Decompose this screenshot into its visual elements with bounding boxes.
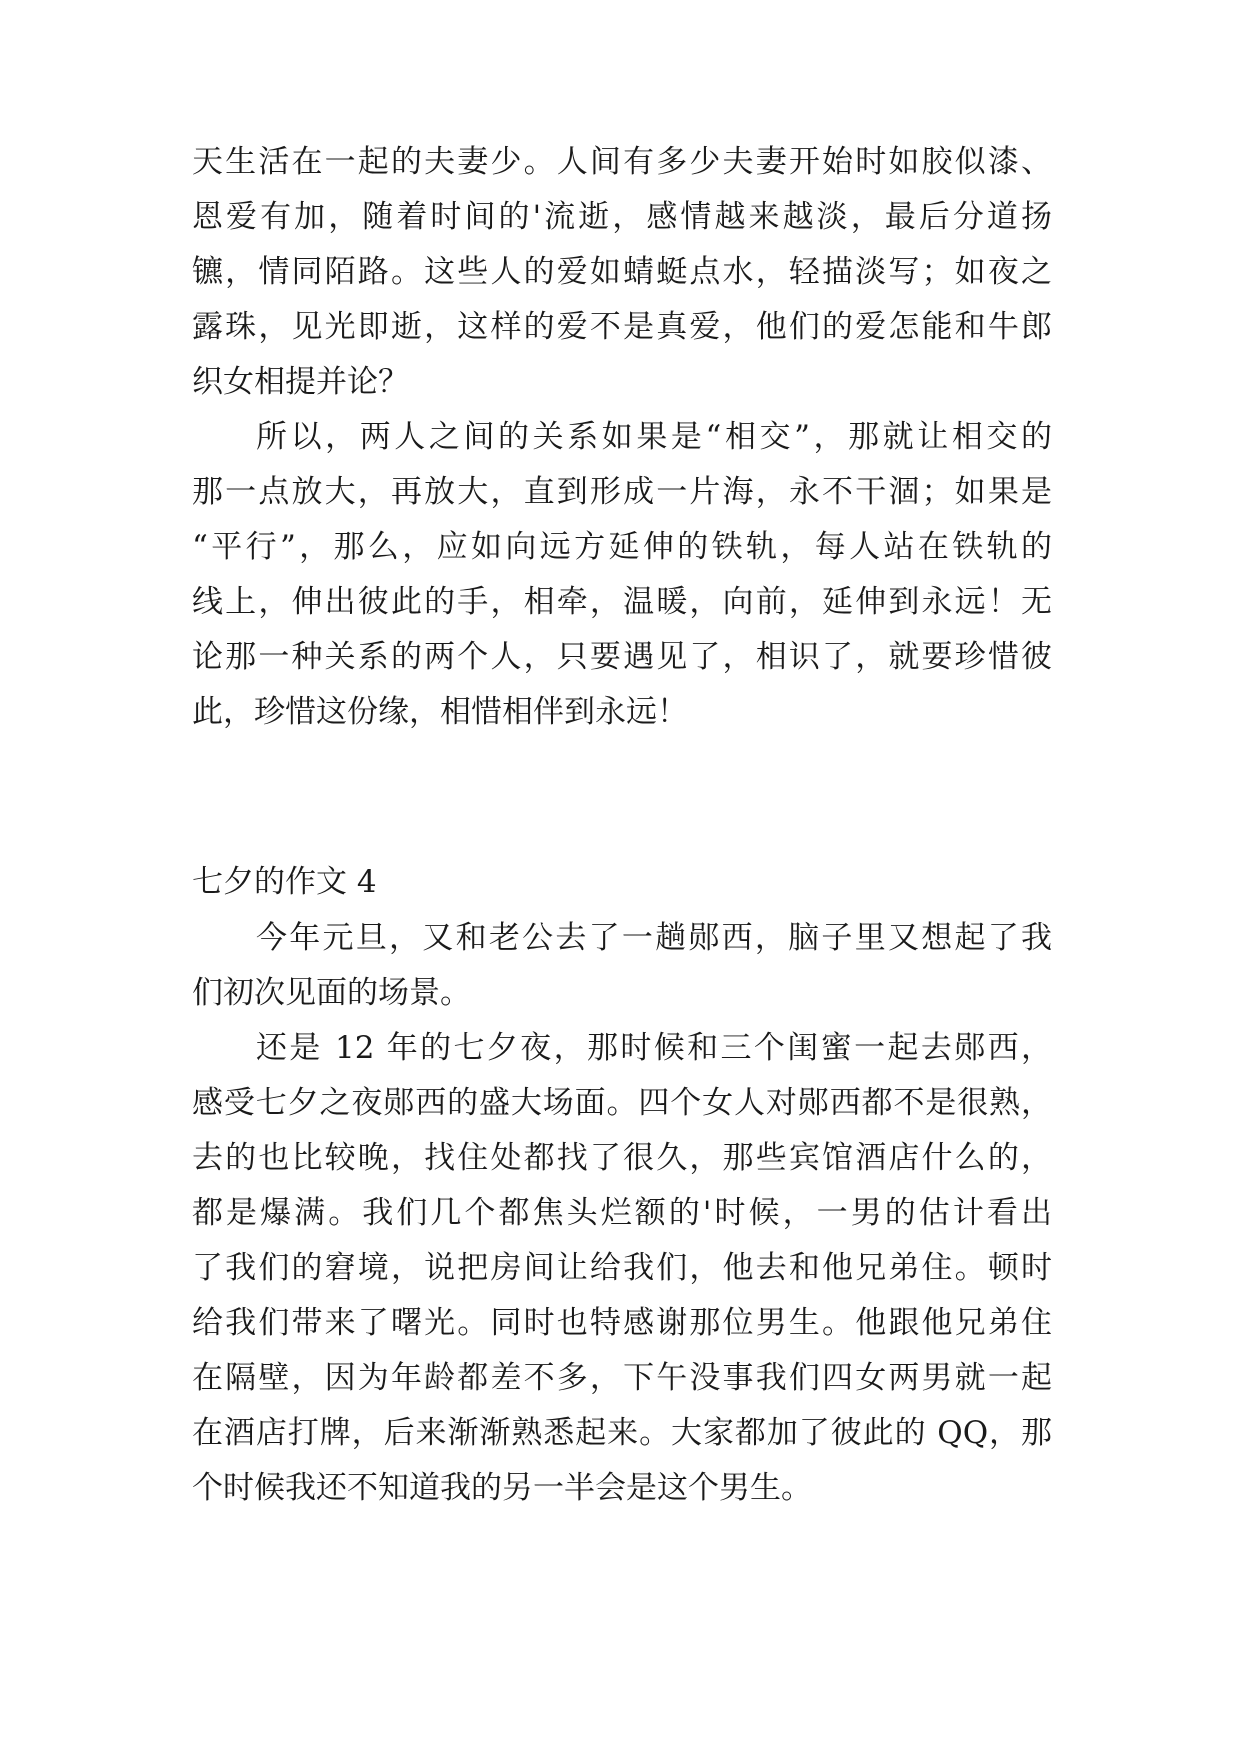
paragraph-1-line-2: 恩爱有加，随着时间的'流逝，感情越来越淡，最后分道扬	[192, 199, 1052, 235]
paragraph-4-line-6: 给我们带来了曙光。同时也特感谢那位男生。他跟他兄弟住	[192, 1305, 1052, 1341]
paragraph-3-line-1: 今年元旦，又和老公去了一趟郧西，脑子里又想起了我	[256, 920, 1052, 956]
paragraph-4-line-4: 都是爆满。我们几个都焦头烂额的'时候，一男的估计看出	[192, 1195, 1052, 1231]
paragraph-1-line-3: 镳，情同陌路。这些人的爱如蜻蜓点水，轻描淡写；如夜之	[192, 254, 1052, 290]
paragraph-2-line-3: “平行”，那么，应如向远方延伸的铁轨，每人站在铁轨的	[192, 529, 1052, 565]
paragraph-2-line-4: 线上，伸出彼此的手，相牵，温暖，向前，延伸到永远！无	[192, 584, 1052, 620]
paragraph-3-line-2: 们初次见面的场景。	[192, 975, 471, 1011]
paragraph-1-line-4: 露珠，见光即逝，这样的爱不是真爱，他们的爱怎能和牛郎	[192, 309, 1052, 345]
paragraph-4-line-1: 还是 12 年的七夕夜，那时候和三个闺蜜一起去郧西，	[256, 1030, 1052, 1066]
paragraph-1-line-5: 织女相提并论？	[192, 364, 409, 400]
paragraph-2-line-6: 此，珍惜这份缘，相惜相伴到永远！	[192, 694, 688, 730]
paragraph-4-line-3: 去的也比较晚，找住处都找了很久，那些宾馆酒店什么的，	[192, 1140, 1052, 1176]
paragraph-4-line-5: 了我们的窘境，说把房间让给我们，他去和他兄弟住。顿时	[192, 1250, 1052, 1286]
paragraph-2-line-1: 所以，两人之间的关系如果是“相交”，那就让相交的	[256, 419, 1052, 455]
paragraph-4-line-9: 个时候我还不知道我的另一半会是这个男生。	[192, 1470, 812, 1506]
paragraph-4-line-2: 感受七夕之夜郧西的盛大场面。四个女人对郧西都不是很熟，	[192, 1085, 1052, 1121]
paragraph-2-line-5: 论那一种关系的两个人，只要遇见了，相识了，就要珍惜彼	[192, 639, 1052, 675]
paragraph-4-line-7: 在隔壁，因为年龄都差不多，下午没事我们四女两男就一起	[192, 1360, 1052, 1396]
section-title: 七夕的作文 4	[192, 864, 377, 900]
paragraph-1-line-1: 天生活在一起的夫妻少。人间有多少夫妻开始时如胶似漆、	[192, 144, 1052, 180]
paragraph-4-line-8: 在酒店打牌，后来渐渐熟悉起来。大家都加了彼此的 QQ，那	[192, 1415, 1052, 1451]
paragraph-2-line-2: 那一点放大，再放大，直到形成一片海，永不干涸；如果是	[192, 474, 1052, 510]
